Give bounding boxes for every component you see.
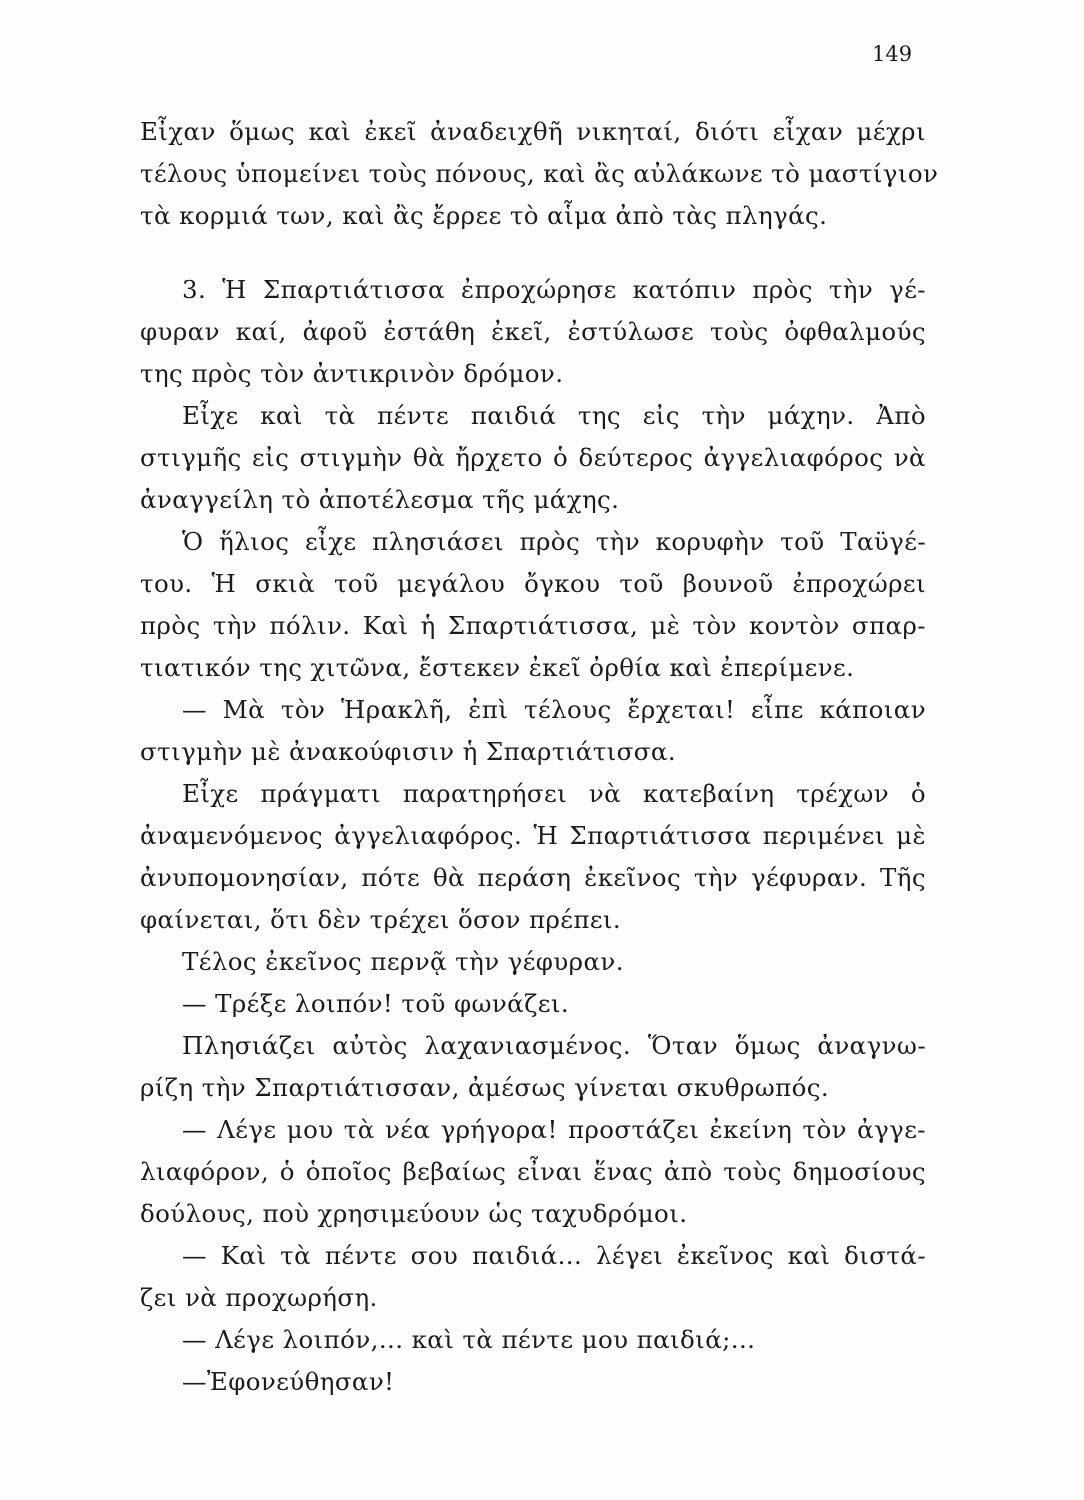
text-line: — Καὶ τὰ πέντε σου παιδιά... λέγει ἐκεῖνος καὶ διστά- xyxy=(182,1241,926,1270)
text-line: τέλους ὑπομείνει τοὺς πόνους, καὶ ἂς αὐλάκωνε τὸ μαστίγιον xyxy=(140,159,939,188)
text-line: ρίζη τὴν Σπαρτιάτισσαν, ἀμέσως γίνεται σκυθρωπός. xyxy=(140,1073,830,1102)
text-line: — Λέγε λοιπόν,... καὶ τὰ πέντε μου παιδιά;... xyxy=(182,1325,756,1354)
text-line: δούλους, ποὺ χρησιμεύουν ὡς ταχυδρόμοι. xyxy=(140,1199,688,1228)
page-number: 149 xyxy=(872,42,913,66)
text-line: Τέλος ἐκεῖνος περνᾷ τὴν γέφυραν. xyxy=(182,947,624,976)
text-line: — Τρέξε λοιπόν! τοῦ φωνάζει. xyxy=(182,989,570,1018)
text-line: Εἶχε πράγματι παρατηρήσει νὰ κατεβαίνη τρέχων ὁ xyxy=(182,779,926,808)
text-line: στιγμῆς εἰς στιγμὴν θὰ ἤρχετο ὁ δεύτερος ἀγγελιαφόρος νὰ xyxy=(140,443,926,472)
text-line: 3. Ἡ Σπαρτιάτισσα ἐπροχώρησε κατόπιν πρὸς τὴν γέ- xyxy=(182,275,926,304)
text-line: —Ἐφονεύθησαν! xyxy=(182,1367,395,1396)
text-line: ἀναγγείλη τὸ ἀποτέλεσμα τῆς μάχης. xyxy=(140,485,620,514)
text-line: Εἶχε καὶ τὰ πέντε παιδιά της εἰς τὴν μάχην. Ἀπὸ xyxy=(182,401,926,430)
text-line: του. Ἡ σκιὰ τοῦ μεγάλου ὄγκου τοῦ βουνοῦ ἐπροχώρει xyxy=(140,569,926,598)
text-line: ἀνυπομονησίαν, πότε θὰ περάση ἐκεῖνος τὴν γέφυραν. Τῆς xyxy=(140,863,926,892)
text-line: λιαφόρον, ὁ ὁποῖος βεβαίως εἶναι ἕνας ἀπὸ τοὺς δημοσίους xyxy=(140,1157,926,1186)
text-line: φαίνεται, ὅτι δὲν τρέχει ὅσον πρέπει. xyxy=(140,905,622,934)
text-line: — Λέγε μου τὰ νέα γρήγορα! προστάζει ἐκείνη τὸν ἀγγε- xyxy=(182,1115,926,1144)
text-line: Εἶχαν ὅμως καὶ ἐκεῖ ἀναδειχθῆ νικηταί, διότι εἶχαν μέχρι xyxy=(140,117,926,146)
text-line: Ὁ ἥλιος εἶχε πλησιάσει πρὸς τὴν κορυφὴν τοῦ Ταϋγέ- xyxy=(182,527,926,556)
text-line: Πλησιάζει αὐτὸς λαχανιασμένος. Ὅταν ὅμως ἀναγνω- xyxy=(182,1031,926,1060)
text-line: ἀναμενόμενος ἀγγελιαφόρος. Ἡ Σπαρτιάτισσα περιμένει μὲ xyxy=(140,821,926,850)
text-line: ζει νὰ προχωρήση. xyxy=(140,1283,378,1312)
text-line: τὰ κορμιά των, καὶ ἂς ἔρρεε τὸ αἷμα ἀπὸ τὰς πληγάς. xyxy=(140,201,828,230)
text-line: της πρὸς τὸν ἀντικρινὸν δρόμον. xyxy=(140,359,564,388)
text-line: στιγμὴν μὲ ἀνακούφισιν ἡ Σπαρτιάτισσα. xyxy=(140,737,677,766)
text-line: τιατικόν της χιτῶνα, ἔστεκεν ἐκεῖ ὀρθία καὶ ἐπερίμενε. xyxy=(140,653,855,682)
text-line: πρὸς τὴν πόλιν. Καὶ ἡ Σπαρτιάτισσα, μὲ τὸν κοντὸν σπαρ- xyxy=(140,611,926,640)
text-line: φυραν καί, ἀφοῦ ἐστάθη ἐκεῖ, ἐστύλωσε τοὺς ὀφθαλμούς xyxy=(140,317,926,346)
text-line: — Μὰ τὸν Ἡρακλῆ, ἐπὶ τέλους ἔρχεται! εἶπε κάποιαν xyxy=(182,695,926,724)
